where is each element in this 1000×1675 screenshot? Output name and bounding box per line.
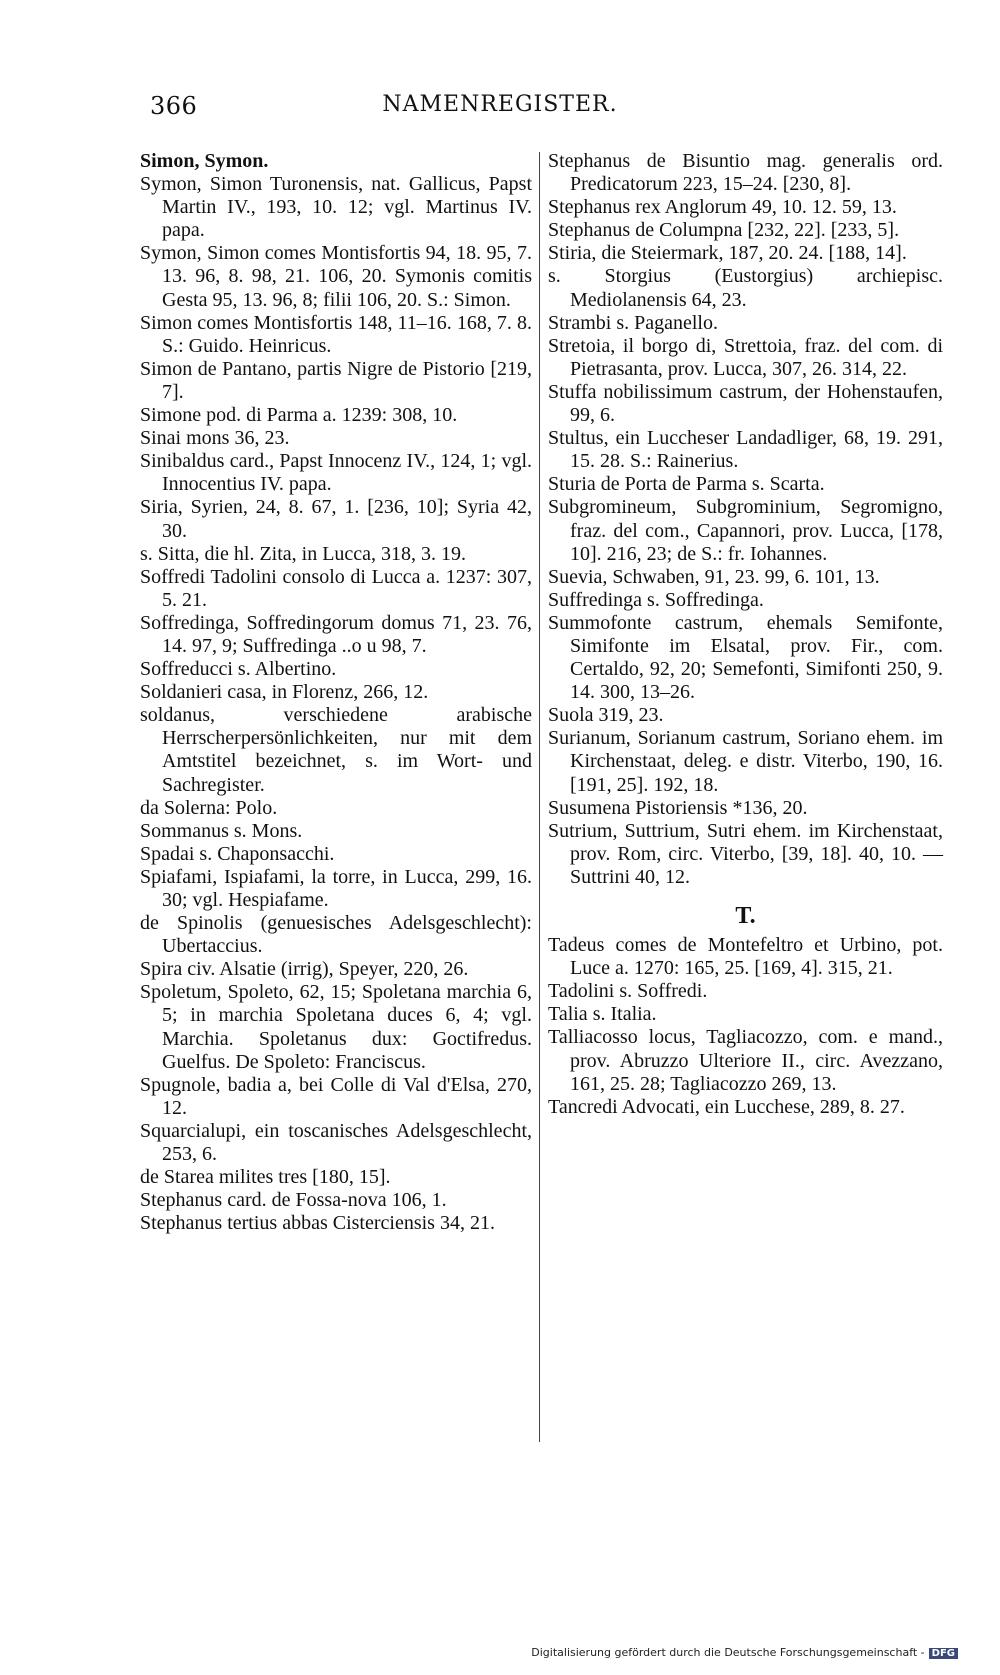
index-entry: s. Sitta, die hl. Zita, in Lucca, 318, 3. 19. <box>140 542 467 565</box>
index-entry: Sommanus s. Mons. <box>140 819 303 842</box>
index-entry: Simon de Pantano, partis Nigre de Pistorio [219, 7]. <box>140 357 532 403</box>
digitization-footer <box>531 1646 958 1659</box>
index-entry: Summofonte castrum, ehemals Semifonte, Simifonte im Elsatal, prov. Fir., com. Certaldo, 92, 20; Semefonti, Simifonti 250, 9. 14. 300, 13–26. <box>548 611 943 704</box>
index-entry: Stephanus tertius abbas Cisterciensis 34, 21. <box>140 1212 495 1235</box>
section-letter-heading: T. <box>735 903 756 929</box>
index-entry: Suola 319, 23. <box>548 704 664 727</box>
index-entry: soldanus, verschiedene arabische Herrscherpersönlichkeiten, nur mit dem Amtstitel bezeichnet, s. im Wort- und Sachregister. <box>140 704 532 796</box>
index-entry: Tancredi Advocati, ein Lucchese, 289, 8. 27. <box>548 1095 905 1118</box>
left-column <box>140 150 532 1235</box>
index-entry: Stephanus rex Anglorum 49, 10. 12. 59, 13. <box>548 196 897 219</box>
index-entry: Spugnole, badia a, bei Colle di Val d'Elsa, 270, 12. <box>140 1073 532 1119</box>
index-entry: Squarcialupi, ein toscanisches Adelsgeschlecht, 253, 6. <box>140 1119 532 1166</box>
index-entry: Talia s. Italia. <box>548 1003 657 1026</box>
index-entry: Symon, Simon comes Montisfortis 94, 18. 95, 7. 13. 96, 8. 98, 21. 106, 20. Symonis comitis Gesta 95, 13. 96, 8; filii 106, 20. S.: Simon. <box>140 242 532 311</box>
index-entry: Stiria, die Steiermark, 187, 20. 24. [188, 14]. <box>548 242 907 265</box>
index-entry: Stephanus de Columpna [232, 22]. [233, 5]. <box>548 219 900 242</box>
index-entry: de Spinolis (genuesisches Adelsgeschlecht): Ubertaccius. <box>140 912 532 958</box>
index-entry: s. Storgius (Eustorgius) archiepisc. Mediolanensis 64, 23. <box>548 265 943 311</box>
index-entry: Sturia de Porta de Parma s. Scarta. <box>548 473 825 496</box>
index-entry: Soffredi Tadolini consolo di Lucca a. 1237: 307, 5. 21. <box>140 565 532 611</box>
index-entry: de Starea milites tres [180, 15]. <box>140 1166 391 1189</box>
index-entry: Spoletum, Spoleto, 62, 15; Spoletana marchia 6, 5; in marchia Spoletana duces 6, 4; vgl. Marchia. Spoletanus dux: Goctifredus. Guelfus. De Spoleto: Franciscus. <box>140 981 532 1073</box>
running-title: NAMENREGISTER. <box>382 92 618 117</box>
index-entry: Sinibaldus card., Papst Innocenz IV., 124, 1; vgl. Innocentius IV. papa. <box>140 450 532 496</box>
index-entry: Tadeus comes de Montefeltro et Urbino, pot. Luce a. 1270: 165, 25. [169, 4]. 315, 21. <box>548 934 943 980</box>
index-entry: Soldanieri casa, in Florenz, 266, 12. <box>140 681 429 704</box>
index-entry: Sutrium, Suttrium, Sutri ehem. im Kirchenstaat, prov. Rom, circ. Viterbo, [39, 18]. 40, 10. — Suttrini 40, 12. <box>548 819 943 888</box>
index-entry: Simon, Symon. <box>140 150 269 172</box>
column-divider <box>539 152 540 1442</box>
index-entry: Subgromineum, Subgrominium, Segromigno, fraz. del com., Capannori, prov. Lucca, [178, 10]. 216, 23; de S.: fr. Iohannes. <box>548 496 943 565</box>
index-entry: Stephanus de Bisuntio mag. generalis ord. Predicatorum 223, 15–24. [230, 8]. <box>548 150 943 196</box>
index-entry: Simone pod. di Parma a. 1239: 308, 10. <box>140 404 458 427</box>
index-entry: Talliacosso locus, Tagliacozzo, com. e mand., prov. Abruzzo Ulteriore II., circ. Avezzano, 161, 25. 28; Tagliacozzo 269, 13. <box>548 1026 943 1095</box>
page-number: 366 <box>150 92 198 120</box>
index-entry: Spadai s. Chaponsacchi. <box>140 842 335 865</box>
index-entry: Spira civ. Alsatie (irrig), Speyer, 220, 26. <box>140 958 469 981</box>
index-entry: Simon comes Montisfortis 148, 11–16. 168, 7. 8. S.: Guido. Heinricus. <box>140 311 532 357</box>
index-entry: Soffreducci s. Albertino. <box>140 658 337 681</box>
index-entry: Spiafami, Ispiafami, la torre, in Lucca, 299, 16. 30; vgl. Hespiafame. <box>140 865 532 911</box>
index-entry: Sinai mons 36, 23. <box>140 427 290 450</box>
index-entry: Siria, Syrien, 24, 8. 67, 1. [236, 10]; Syria 42, 30. <box>140 496 532 542</box>
index-entry: Stretoia, il borgo di, Strettoia, fraz. del com. di Pietrasanta, prov. Lucca, 307, 26. 314, 22. <box>548 334 943 380</box>
index-entry: Stephanus card. de Fossa-nova 106, 1. <box>140 1189 447 1212</box>
index-entry: Suffredinga s. Soffredinga. <box>548 588 764 611</box>
index-entry: Surianum, Sorianum castrum, Soriano ehem. im Kirchenstaat, deleg. e distr. Viterbo, 190, 16. [191, 25]. 192, 18. <box>548 727 943 796</box>
index-entry: Symon, Simon Turonensis, nat. Gallicus, Papst Martin IV., 193, 10. 12; vgl. Martinus IV. papa. <box>140 173 532 242</box>
index-entry: Stuffa nobilissimum castrum, der Hohenstaufen, 99, 6. <box>548 380 943 427</box>
index-entry: Strambi s. Paganello. <box>548 311 718 334</box>
index-entry: Suevia, Schwaben, 91, 23. 99, 6. 101, 13. <box>548 565 880 588</box>
index-entry: Tadolini s. Soffredi. <box>548 980 708 1003</box>
right-column <box>548 150 943 1119</box>
index-entry: da Solerna: Polo. <box>140 796 278 819</box>
index-entry: Stultus, ein Luccheser Landadliger, 68, 19. 291, 15. 28. S.: Rainerius. <box>548 427 943 473</box>
index-entry: Susumena Pistoriensis *136, 20. <box>548 796 808 819</box>
footer-credit-text: Digitalisierung gefördert durch die Deutsche Forschungsgemeinschaft - <box>531 1646 925 1659</box>
index-entry: Soffredinga, Soffredingorum domus 71, 23. 76, 14. 97, 9; Suffredinga ..o u 98, 7. <box>140 611 532 657</box>
dfg-logo: DFG <box>929 1648 958 1659</box>
